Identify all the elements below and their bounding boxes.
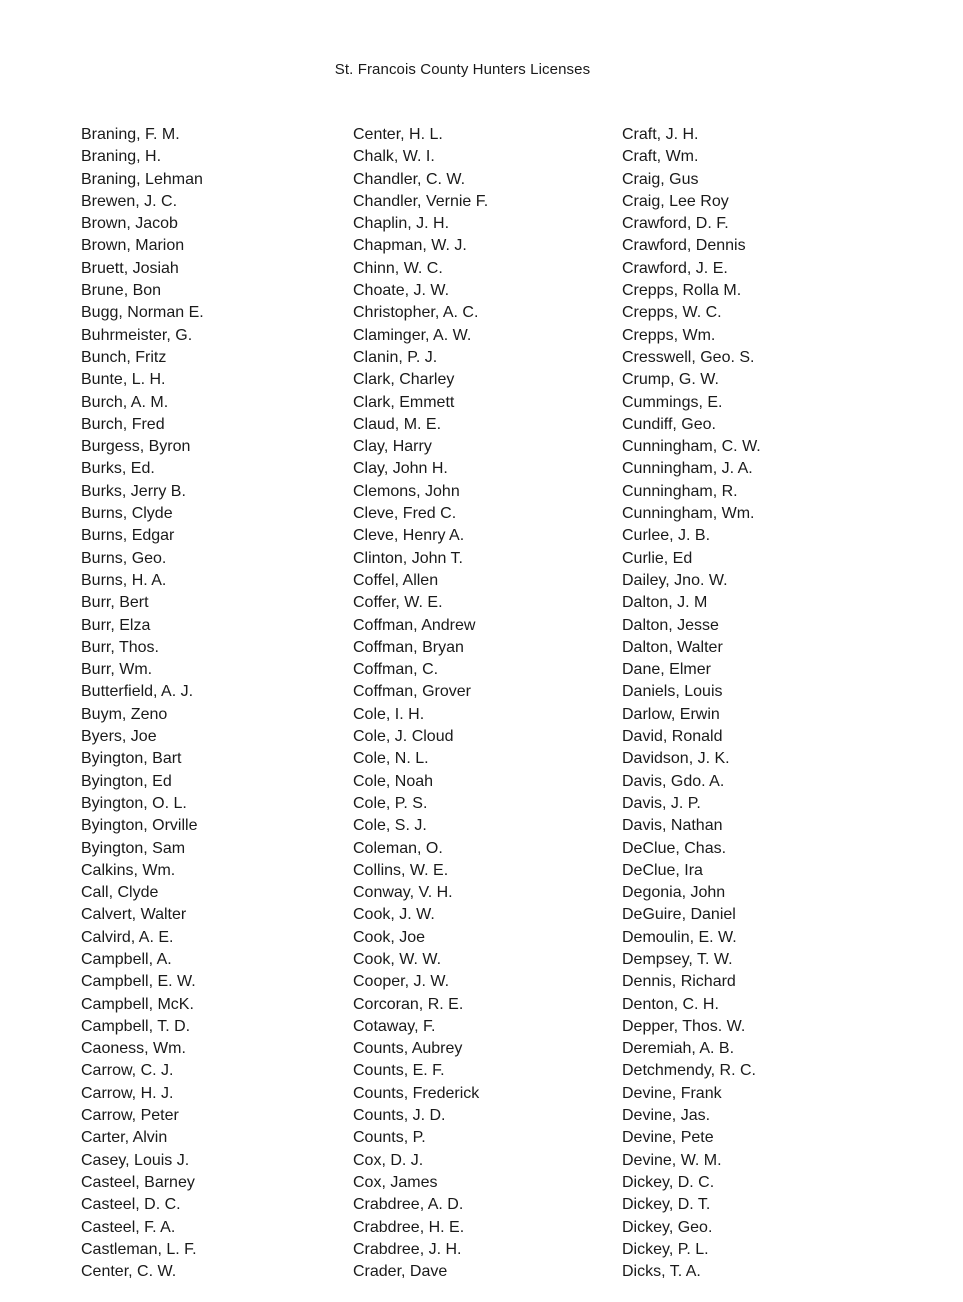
name-entry: Byington, Orville [81, 817, 198, 835]
name-entry: Clay, John H. [353, 460, 448, 478]
name-entry: Dickey, D. C. [622, 1173, 715, 1191]
name-entry: Corcoran, R. E. [353, 995, 464, 1013]
name-entry: Crader, Dave [353, 1263, 448, 1281]
name-entry: Burr, Wm. [81, 661, 153, 679]
name-entry: Chandler, Vernie F. [353, 192, 489, 210]
name-entry: Cundiff, Geo. [622, 415, 716, 433]
name-entry: Craft, Wm. [622, 148, 699, 166]
name-entry: Burns, Edgar [81, 527, 175, 545]
name-entry: Chandler, C. W. [353, 170, 466, 188]
name-entry: Cole, J. Cloud [353, 728, 454, 746]
name-column-3 [622, 124, 761, 1283]
name-entry: Brewen, J. C. [81, 192, 178, 210]
name-entry: Curlee, J. B. [622, 527, 711, 545]
name-entry: Chapman, W. J. [353, 237, 467, 255]
name-entry: Counts, Aubrey [353, 1040, 463, 1058]
name-entry: Dailey, Jno. W. [622, 571, 728, 589]
name-entry: Caoness, Wm. [81, 1040, 186, 1058]
name-entry: Crepps, W. C. [622, 304, 722, 322]
name-entry: Dane, Elmer [622, 661, 711, 679]
name-entry: Campbell, E. W. [81, 973, 196, 991]
name-entry: Crabdree, J. H. [353, 1240, 462, 1258]
name-column-2 [353, 124, 488, 1283]
name-entry: Claud, M. E. [353, 415, 442, 433]
name-entry: Chinn, W. C. [353, 259, 443, 277]
name-entry: Cunningham, Wm. [622, 505, 755, 523]
name-entry: Cotaway, F. [353, 1017, 436, 1035]
name-entry: Calvird, A. E. [81, 928, 174, 946]
name-entry: Byington, Sam [81, 839, 186, 857]
name-entry: Casey, Louis J. [81, 1151, 190, 1169]
name-entry: Davis, Gdo. A. [622, 772, 725, 790]
name-entry: Burr, Elza [81, 616, 151, 634]
name-entry: Buym, Zeno [81, 705, 168, 723]
name-entry: Crabdree, H. E. [353, 1218, 465, 1236]
name-entry: Cole, P. S. [353, 794, 428, 812]
name-entry: Daniels, Louis [622, 683, 723, 701]
name-entry: Castleman, L. F. [81, 1240, 197, 1258]
name-entry: Dalton, Walter [622, 638, 723, 656]
name-entry: Devine, W. M. [622, 1151, 722, 1169]
name-entry: Carrow, C. J. [81, 1062, 174, 1080]
name-entry: Counts, J. D. [353, 1107, 446, 1125]
name-entry: Burns, Clyde [81, 505, 173, 523]
name-entry: Devine, Pete [622, 1129, 714, 1147]
name-entry: Carrow, H. J. [81, 1084, 174, 1102]
name-entry: Braning, H. [81, 148, 162, 166]
name-entry: Casteel, Barney [81, 1173, 195, 1191]
name-entry: Cooper, J. W. [353, 973, 450, 991]
name-entry: Clark, Emmett [353, 393, 455, 411]
name-entry: Cunningham, J. A. [622, 460, 753, 478]
name-entry: Carter, Alvin [81, 1129, 168, 1147]
name-entry: Crawford, Dennis [622, 237, 746, 255]
name-entry: David, Ronald [622, 728, 723, 746]
name-entry: Christopher, A. C. [353, 304, 479, 322]
name-entry: Detchmendy, R. C. [622, 1062, 756, 1080]
name-entry: Crawford, D. F. [622, 215, 729, 233]
name-entry: Cole, N. L. [353, 750, 429, 768]
name-entry: Craft, J. H. [622, 126, 699, 143]
name-entry: Brune, Bon [81, 282, 162, 300]
name-entry: Coffman, Grover [353, 683, 471, 701]
name-entry: Cresswell, Geo. S. [622, 348, 755, 366]
name-entry: Burks, Ed. [81, 460, 155, 478]
name-entry: Bunte, L. H. [81, 371, 166, 389]
name-entry: Braning, F. M. [81, 126, 180, 143]
name-entry: Butterfield, A. J. [81, 683, 194, 701]
name-entry: Campbell, A. [81, 950, 172, 968]
name-entry: Calkins, Wm. [81, 861, 176, 879]
name-entry: Bunch, Fritz [81, 348, 167, 366]
name-entry: Craig, Gus [622, 170, 699, 188]
name-entry: Crump, G. W. [622, 371, 719, 389]
name-entry: Coffman, Andrew [353, 616, 476, 634]
name-entry: Cleve, Henry A. [353, 527, 465, 545]
name-entry: Chalk, W. I. [353, 148, 435, 166]
name-entry: Bruett, Josiah [81, 259, 179, 277]
name-entry: Collins, W. E. [353, 861, 449, 879]
name-entry: Dalton, J. M [622, 594, 708, 612]
name-entry: Davidson, J. K. [622, 750, 730, 768]
name-entry: Byers, Joe [81, 728, 157, 746]
name-entry: Burgess, Byron [81, 438, 191, 456]
name-entry: Dicks, T. A. [622, 1263, 701, 1281]
name-entry: Burr, Bert [81, 594, 149, 612]
name-entry: Davis, Nathan [622, 817, 723, 835]
name-entry: Coleman, O. [353, 839, 443, 857]
name-entry: Clark, Charley [353, 371, 455, 389]
page-title: St. Francois County Hunters Licenses [334, 61, 591, 78]
name-entry: Burks, Jerry B. [81, 482, 186, 500]
name-entry: Darlow, Erwin [622, 705, 720, 723]
name-entry: Casteel, D. C. [81, 1196, 181, 1214]
name-entry: Campbell, McK. [81, 995, 194, 1013]
name-entry: Cole, S. J. [353, 817, 427, 835]
name-entry: Buhrmeister, G. [81, 326, 193, 344]
name-entry: Clanin, P. J. [353, 348, 438, 366]
name-entry: Dalton, Jesse [622, 616, 719, 634]
name-entry: Devine, Jas. [622, 1107, 711, 1125]
name-entry: Clemons, John [353, 482, 460, 500]
name-entry: Clinton, John T. [353, 549, 463, 567]
name-entry: Cox, James [353, 1173, 438, 1191]
name-entry: Brown, Jacob [81, 215, 178, 233]
name-entry: Burns, H. A. [81, 571, 167, 589]
name-entry: Claminger, A. W. [353, 326, 472, 344]
name-entry: Demoulin, E. W. [622, 928, 737, 946]
name-entry: Cummings, E. [622, 393, 723, 411]
name-entry: Deremiah, A. B. [622, 1040, 735, 1058]
name-entry: DeClue, Chas. [622, 839, 727, 857]
name-entry: Depper, Thos. W. [622, 1017, 746, 1035]
name-entry: Conway, V. H. [353, 884, 453, 902]
name-entry: Dickey, D. T. [622, 1196, 711, 1214]
name-entry: Curlie, Ed [622, 549, 693, 567]
name-entry: Bugg, Norman E. [81, 304, 204, 322]
name-entry: Cleve, Fred C. [353, 505, 457, 523]
name-entry: Campbell, T. D. [81, 1017, 191, 1035]
name-entry: Cook, W. W. [353, 950, 442, 968]
name-entry: Dickey, P. L. [622, 1240, 709, 1258]
name-entry: Chaplin, J. H. [353, 215, 450, 233]
name-entry: Crepps, Rolla M. [622, 282, 742, 300]
name-entry: Coffer, W. E. [353, 594, 443, 612]
name-entry: Dempsey, T. W. [622, 950, 733, 968]
name-entry: Cox, D. J. [353, 1151, 424, 1169]
name-entry: Davis, J. P. [622, 794, 701, 812]
name-entry: Coffman, C. [353, 661, 439, 679]
name-entry: Cook, J. W. [353, 906, 435, 924]
name-entry: Byington, Bart [81, 750, 182, 768]
name-entry: Denton, C. H. [622, 995, 719, 1013]
name-entry: Burch, Fred [81, 415, 165, 433]
name-entry: Carrow, Peter [81, 1107, 179, 1125]
name-entry: Cole, Noah [353, 772, 434, 790]
name-entry: Cunningham, C. W. [622, 438, 761, 456]
name-entry: Burch, A. M. [81, 393, 169, 411]
name-column-1 [81, 124, 204, 1283]
name-entry: Crawford, J. E. [622, 259, 728, 277]
name-entry: DeClue, Ira [622, 861, 703, 879]
name-entry: Devine, Frank [622, 1084, 722, 1102]
name-entry: Counts, Frederick [353, 1084, 480, 1102]
name-entry: Braning, Lehman [81, 170, 203, 188]
name-entry: Clay, Harry [353, 438, 432, 456]
name-entry: Cunningham, R. [622, 482, 738, 500]
name-entry: Dennis, Richard [622, 973, 736, 991]
name-entry: DeGuire, Daniel [622, 906, 736, 924]
name-entry: Center, C. W. [81, 1263, 177, 1281]
name-entry: Crabdree, A. D. [353, 1196, 464, 1214]
name-entry: Brown, Marion [81, 237, 185, 255]
name-entry: Burns, Geo. [81, 549, 167, 567]
name-entry: Cook, Joe [353, 928, 426, 946]
name-entry: Dickey, Geo. [622, 1218, 713, 1236]
name-entry: Byington, Ed [81, 772, 172, 790]
name-entry: Byington, O. L. [81, 794, 187, 812]
name-entry: Cole, I. H. [353, 705, 425, 723]
name-entry: Call, Clyde [81, 884, 159, 902]
name-entry: Counts, P. [353, 1129, 426, 1147]
name-entry: Calvert, Walter [81, 906, 187, 924]
name-entry: Degonia, John [622, 884, 726, 902]
name-entry: Counts, E. F. [353, 1062, 445, 1080]
name-entry: Coffel, Allen [353, 571, 439, 589]
name-entry: Crepps, Wm. [622, 326, 716, 344]
name-entry: Choate, J. W. [353, 282, 450, 300]
name-entry: Craig, Lee Roy [622, 192, 729, 210]
name-entry: Center, H. L. [353, 126, 443, 143]
name-entry: Casteel, F. A. [81, 1218, 176, 1236]
name-entry: Burr, Thos. [81, 638, 159, 656]
name-entry: Coffman, Bryan [353, 638, 464, 656]
